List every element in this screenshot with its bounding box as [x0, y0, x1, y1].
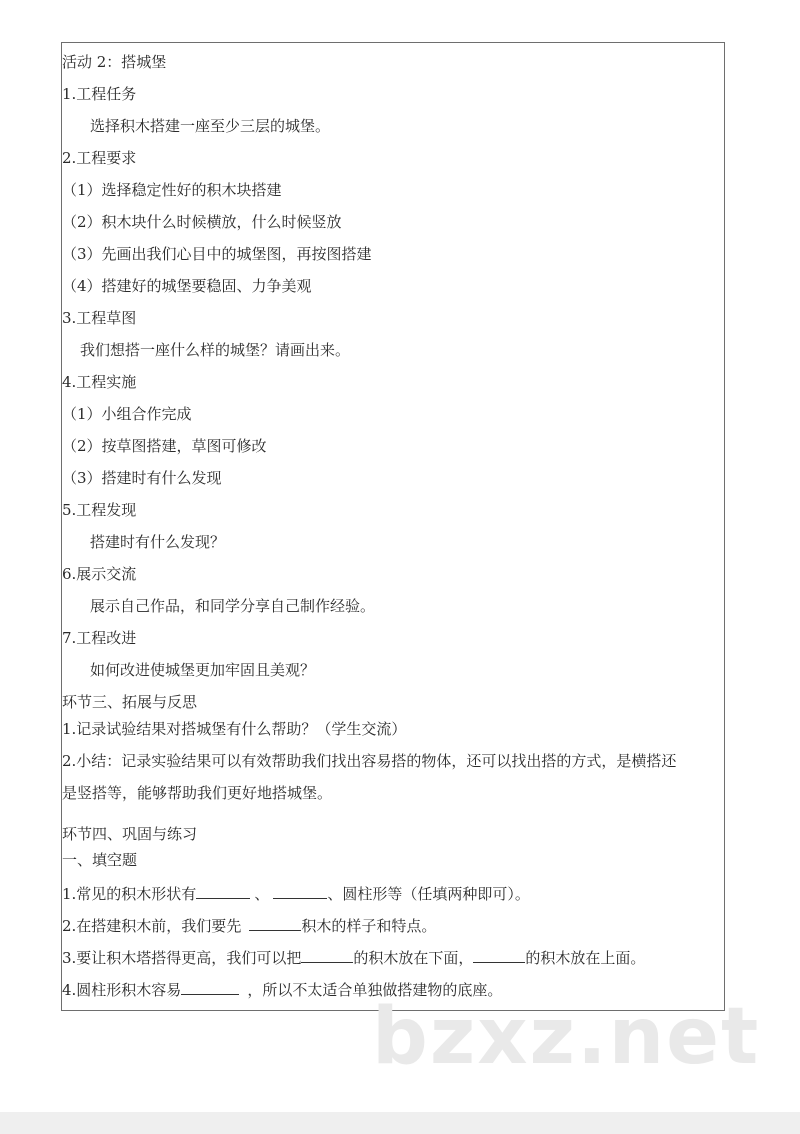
activity-title: 活动 2：搭城堡	[62, 53, 167, 71]
page-bottom-bar	[0, 1112, 800, 1134]
answer-blank[interactable]	[273, 884, 327, 899]
question-text: 4.圆柱形积木容易	[62, 981, 182, 999]
sketch-heading: 3.工程草图	[62, 309, 137, 327]
fill-blank-question-1	[62, 884, 530, 904]
requirement-item: （4）搭建好的城堡要稳固、力争美观	[62, 277, 312, 295]
part4-heading: 环节四、巩固与练习	[62, 825, 198, 843]
answer-blank[interactable]	[301, 948, 353, 963]
discovery-body: 搭建时有什么发现？	[90, 533, 226, 551]
task-body: 选择积木搭建一座至少三层的城堡。	[90, 117, 331, 135]
implementation-item: （1）小组合作完成	[62, 405, 192, 423]
answer-blank[interactable]	[196, 884, 250, 899]
part3-summary-line1: 2.小结：记录实验结果可以有效帮助我们找出容易搭的物体，还可以找出搭的方式，是横搭还	[62, 752, 677, 770]
implementation-heading: 4.工程实施	[62, 373, 137, 391]
requirement-item: （2）积木块什么时候横放，什么时候竖放	[62, 213, 342, 231]
improve-body: 如何改进使城堡更加牢固且美观？	[90, 661, 316, 679]
question-text: 的积木放在下面，	[353, 949, 474, 967]
requirement-item: （1）选择稳定性好的积木块搭建	[62, 181, 282, 199]
improve-heading: 7.工程改进	[62, 629, 137, 647]
answer-blank[interactable]	[473, 948, 525, 963]
part3-summary-line2: 是竖搭等，能够帮助我们更好地搭城堡。	[62, 784, 333, 802]
part3-question-1: 1.记录试验结果对搭城堡有什么帮助？（学生交流）	[62, 720, 407, 738]
question-text: 、	[254, 885, 270, 903]
question-text: 1.常见的积木形状有	[62, 885, 197, 903]
question-text: 的积木放在上面。	[525, 949, 646, 967]
requirements-heading: 2.工程要求	[62, 149, 137, 167]
fill-blank-question-3	[62, 948, 645, 968]
question-text: 3.要让积木塔搭得更高，我们可以把	[62, 949, 302, 967]
watermark-logo: bzxz.net	[372, 992, 761, 1082]
question-text: 、圆柱形等（任填两种即可）。	[327, 885, 530, 903]
answer-blank[interactable]	[181, 980, 239, 995]
exchange-heading: 6.展示交流	[62, 565, 137, 583]
question-text: 2.在搭建积木前，我们要先	[62, 917, 242, 935]
part3-heading: 环节三、拓展与反思	[62, 693, 198, 711]
answer-blank[interactable]	[249, 916, 301, 931]
requirement-item: （3）先画出我们心目中的城堡图，再按图搭建	[62, 245, 372, 263]
question-text: 积木的样子和特点。	[301, 917, 437, 935]
implementation-item: （3）搭建时有什么发现	[62, 469, 222, 487]
sketch-body: 我们想搭一座什么样的城堡？请画出来。	[80, 341, 351, 359]
document-frame	[61, 42, 725, 1011]
fill-blank-question-2	[62, 916, 436, 936]
task-heading: 1.工程任务	[62, 85, 137, 103]
discovery-heading: 5.工程发现	[62, 501, 137, 519]
exchange-body: 展示自己作品，和同学分享自己制作经验。	[90, 597, 376, 615]
question-text: ，所以不太适合单独做搭建物的底座。	[247, 981, 503, 999]
part4-subheading: 一、填空题	[62, 851, 138, 869]
implementation-item: （2）按草图搭建，草图可修改	[62, 437, 267, 455]
